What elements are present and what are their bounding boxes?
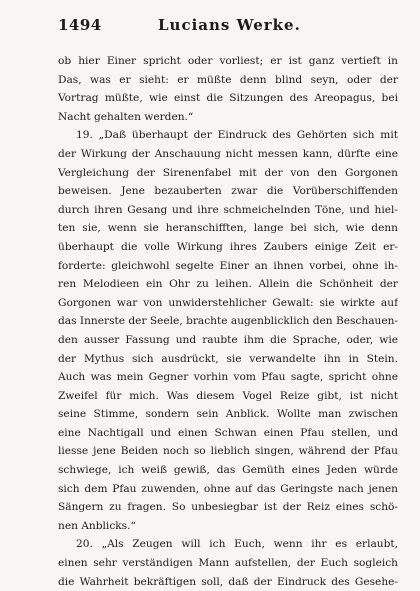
text-line: beweisen. Jene bezauberten zwar die Vorüberschiffenden [58,185,398,198]
text-line: seine Stimme, sondern sein Anblick. Wollte man zwischen [58,408,398,421]
text-line: durch ihren Gesang und ihre schmeichelnden Töne, und hiel- [58,203,398,216]
text-line: einen sehr verständigen Mann aufstellen, der Euch sogleich [58,557,398,570]
text-line: eine Nachtigall und einen Schwan einen Pfau stellen, und [58,426,398,439]
text-line: ren Melodieen ein Ohr zu leihen. Allein die Schönheit der [58,278,398,291]
text-line: liesse jene Beiden noch so lieblich singen, während der Pfau [58,445,398,458]
page-number: 1494 [58,16,102,34]
text-line: schwiege, ich weiß gewiß, das Gemüth eines Jeden würde [58,464,398,477]
page-header [58,16,398,40]
text-line: Zweifel für mich. Was diesem Vogel Reize gibt, ist nicht [58,389,398,402]
text-line: Auch was mein Gegner vorhin vom Pfau sagte, spricht ohne [58,371,398,384]
text-line: die Wahrheit bekräftigen soll, daß der Eindruck des Gesehe- [58,575,398,588]
text-line: Vergleichung der Sirenenfabel mit der von den Gorgonen [58,166,398,179]
text-line: Sängern zu fragen. So unbesiegbar ist der Reiz eines schö- [58,501,398,514]
text-line: Das, was er sieht: er müßte denn blind seyn, oder der [58,73,398,86]
text-line: ob hier Einer spricht oder vorliest; er ist ganz vertieft in [58,55,398,67]
text-line: das Innerste der Seele, brachte augenblicklich den Beschauen- [58,315,398,328]
running-head: Lucians Werke. [158,16,301,34]
text-line: forderte: gleichwohl segelte Einer an ihnen vorbei, ohne ih- [58,259,398,272]
paragraph-20-start: 20. „Als Zeugen will ich Euch, wenn ihr es erlaubt, [76,538,398,551]
text-line: den ausser Fassung und raubte ihm die Sprache, oder, wie [58,333,398,346]
text-line: Nacht gehalten werden.“ [58,110,194,123]
text-line: der Mythus sich ausdrückt, sie verwandelte ihn in Stein. [58,352,398,365]
text-line: Vortrag müßte, wie einst die Sitzungen des Areopagus, bei [58,92,398,105]
body-text [58,52,398,591]
text-line: Gorgonen war von unwiderstehlicher Gewalt: sie wirkte auf [58,296,398,309]
text-line: überhaupt die volle Wirkung ihres Zaubers einige Zeit er- [58,240,398,253]
text-line: sich dem Pfau zuwenden, ohne auf das Geringste nach jenen [58,482,398,495]
text-line: der Wirkung der Anschauung nicht messen kann, dürfte eine [58,147,398,160]
text-line: ten sie, wenn sie heranschifften, lange bei sich, wie denn [58,222,398,235]
paragraph-19-start: 19. „Daß überhaupt der Eindruck des Gehörten sich mit [76,129,398,142]
text-line: nen Anblicks.“ [58,519,136,532]
